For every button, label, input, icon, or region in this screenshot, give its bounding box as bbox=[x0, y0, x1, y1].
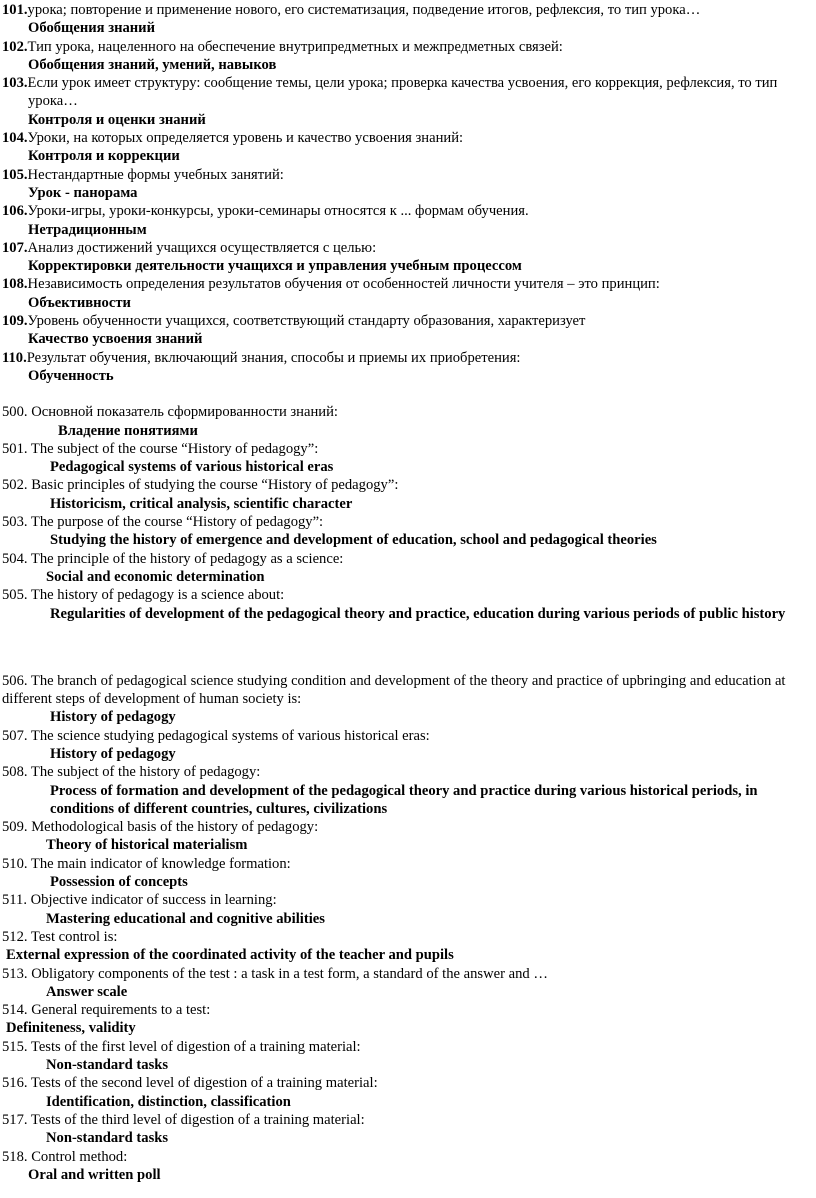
answer-text: Process of formation and development of the pedagogical theory and practice during various historical periods, in conditions of different countries, cultures, civilizations bbox=[50, 782, 758, 817]
question-item bbox=[0, 1038, 816, 1075]
answer-text: Корректировки деятельности учащихся и управления учебным процессом bbox=[28, 258, 522, 275]
question-item bbox=[0, 1111, 816, 1148]
question-item bbox=[0, 586, 816, 623]
answer-text: Обобщения знаний bbox=[28, 20, 156, 37]
question-text: 516. Tests of the second level of digestion of a training material: bbox=[2, 1075, 378, 1092]
question-item bbox=[0, 74, 816, 129]
question-item bbox=[0, 349, 816, 386]
question-item bbox=[0, 38, 816, 75]
question-text bbox=[0, 275, 816, 293]
question-item bbox=[0, 1, 816, 38]
question-item bbox=[0, 727, 816, 764]
question-text bbox=[0, 312, 816, 330]
english-question-list-1 bbox=[0, 440, 816, 623]
answer-text: Нетрадиционным bbox=[28, 221, 147, 238]
question-number: 108. bbox=[2, 276, 28, 293]
question-text bbox=[0, 74, 816, 111]
question-number: 107. bbox=[2, 239, 28, 256]
answer-text: Non-standard tasks bbox=[46, 1130, 169, 1147]
answer-text: Answer scale bbox=[46, 983, 128, 1000]
question-number: 105. bbox=[2, 166, 28, 183]
question-number: 106. bbox=[2, 203, 28, 220]
question-number: 101. bbox=[2, 2, 28, 18]
question-item bbox=[0, 965, 816, 1002]
question-item bbox=[0, 672, 816, 727]
answer-text: History of pedagogy bbox=[50, 745, 176, 762]
question-item bbox=[0, 763, 816, 818]
question-text: 507. The science studying pedagogical systems of various historical eras: bbox=[2, 727, 430, 744]
answer-text: Урок - панорама bbox=[28, 184, 138, 201]
question-number: 102. bbox=[2, 38, 28, 55]
answer-text: Объективности bbox=[28, 294, 131, 311]
answer-text: Обученность bbox=[28, 367, 114, 384]
question-text: 500. Основной показатель сформированности знаний: bbox=[2, 404, 338, 421]
answer-text: Studying the history of emergence and development of education, school and pedagogical theories bbox=[50, 532, 657, 549]
question-text: 505. The history of pedagogy is a science about: bbox=[2, 587, 285, 604]
question-text: 502. Basic principles of studying the course “History of pedagogy”: bbox=[2, 477, 399, 494]
question-body: Тип урока, нацеленного на обеспечение внутрипредметных и межпредметных связей: bbox=[27, 38, 563, 55]
question-number: 104. bbox=[2, 130, 28, 147]
answer-text: Mastering educational and cognitive abilities bbox=[46, 910, 325, 927]
answer-text: Social and economic determination bbox=[46, 568, 265, 585]
english-question-list-2 bbox=[0, 672, 816, 1184]
question-item bbox=[0, 891, 816, 928]
question-text: 514. General requirements to a test: bbox=[2, 1002, 211, 1019]
answer-text: Pedagogical systems of various historical eras bbox=[50, 459, 334, 476]
question-body: Результат обучения, включающий знания, способы и приемы их приобретения: bbox=[26, 349, 521, 366]
question-text: 513. Obligatory components of the test : a task in a test form, a standard of the answer and … bbox=[2, 965, 548, 982]
question-text: 517. Tests of the third level of digestion of a training material: bbox=[2, 1111, 365, 1128]
question-text: 511. Objective indicator of success in learning: bbox=[2, 892, 277, 909]
section-spacer bbox=[0, 623, 816, 672]
question-body: урока; повторение и применение нового, его систематизация, подведение итогов, рефлексия, то тип урока… bbox=[27, 2, 701, 18]
answer-text: Historicism, critical analysis, scientific character bbox=[50, 495, 353, 512]
question-item bbox=[0, 476, 816, 513]
question-body: Если урок имеет структуру: сообщение темы, цели урока; проверка качества усвоения, его коррекция, рефлексия, то тип урока… bbox=[27, 75, 778, 110]
question-body: Уровень обученности учащихся, соответствующий стандарту образования, характеризует bbox=[27, 313, 586, 330]
question-text: 501. The subject of the course “History of pedagogy”: bbox=[2, 440, 319, 457]
answer-text: Контроля и коррекции bbox=[28, 148, 180, 165]
question-text: 512. Test control is: bbox=[2, 928, 118, 945]
question-item bbox=[0, 1074, 816, 1111]
question-text: 508. The subject of the history of pedagogy: bbox=[2, 764, 261, 781]
question-item bbox=[0, 202, 816, 239]
question-item-500 bbox=[0, 403, 816, 440]
question-item bbox=[0, 239, 816, 276]
answer-text: Definiteness, validity bbox=[6, 1020, 136, 1037]
question-number: 109. bbox=[2, 313, 28, 330]
question-text: 518. Control method: bbox=[2, 1148, 128, 1165]
question-item bbox=[0, 513, 816, 550]
question-text: 510. The main indicator of knowledge formation: bbox=[2, 855, 291, 872]
answer-text: Владение понятиями bbox=[58, 422, 198, 439]
question-text: 503. The purpose of the course “History of pedagogy”: bbox=[2, 514, 324, 531]
question-text: 509. Methodological basis of the history of pedagogy: bbox=[2, 819, 319, 836]
question-item bbox=[0, 129, 816, 166]
question-item bbox=[0, 550, 816, 587]
question-text bbox=[0, 1, 816, 19]
question-item bbox=[0, 275, 816, 312]
question-item bbox=[0, 818, 816, 855]
question-text: 506. The branch of pedagogical science studying condition and development of the theory and practice of upbringing and education at different steps of development of human society is: bbox=[2, 672, 786, 708]
answer-text: History of pedagogy bbox=[50, 709, 176, 726]
section-spacer bbox=[0, 385, 816, 403]
question-text bbox=[0, 349, 816, 367]
question-item bbox=[0, 166, 816, 203]
question-body: Уроки, на которых определяется уровень и качество усвоения знаний: bbox=[27, 130, 464, 147]
answer-text: External expression of the coordinated activity of the teacher and pupils bbox=[6, 947, 454, 964]
answer-text: Качество усвоения знаний bbox=[28, 331, 203, 348]
question-item bbox=[0, 1001, 816, 1038]
question-number: 110. bbox=[2, 349, 27, 366]
question-item bbox=[0, 312, 816, 349]
russian-question-list bbox=[0, 1, 816, 385]
question-item bbox=[0, 855, 816, 892]
answer-text: Контроля и оценки знаний bbox=[28, 111, 206, 128]
question-text: 515. Tests of the first level of digestion of a training material: bbox=[2, 1038, 361, 1055]
question-text bbox=[0, 239, 816, 257]
question-text: 504. The principle of the history of pedagogy as a science: bbox=[2, 550, 344, 567]
question-body: Независимость определения результатов обучения от особенностей личности учителя – это принцип: bbox=[27, 276, 660, 293]
answer-text: Identification, distinction, classification bbox=[46, 1093, 291, 1110]
answer-text: Theory of historical materialism bbox=[46, 837, 248, 854]
answer-text: Non-standard tasks bbox=[46, 1057, 169, 1074]
question-text bbox=[0, 202, 816, 220]
question-text bbox=[0, 129, 816, 147]
answer-text: Possession of concepts bbox=[50, 874, 188, 891]
question-number: 103. bbox=[2, 75, 28, 92]
question-item bbox=[0, 1148, 816, 1185]
answer-text: Oral and written poll bbox=[28, 1166, 161, 1183]
answer-text: Regularities of development of the pedagogical theory and practice, education during various periods of public history bbox=[50, 605, 786, 622]
question-body: Нестандартные формы учебных занятий: bbox=[27, 166, 284, 183]
question-text bbox=[0, 166, 816, 184]
question-body: Анализ достижений учащихся осуществляется с целью: bbox=[27, 239, 377, 256]
question-item bbox=[0, 928, 816, 965]
answer-text: Обобщения знаний, умений, навыков bbox=[28, 56, 277, 73]
question-item bbox=[0, 440, 816, 477]
question-body: Уроки-игры, уроки-конкурсы, уроки-семинары относятся к ... формам обучения. bbox=[27, 203, 529, 220]
question-text bbox=[0, 38, 816, 56]
